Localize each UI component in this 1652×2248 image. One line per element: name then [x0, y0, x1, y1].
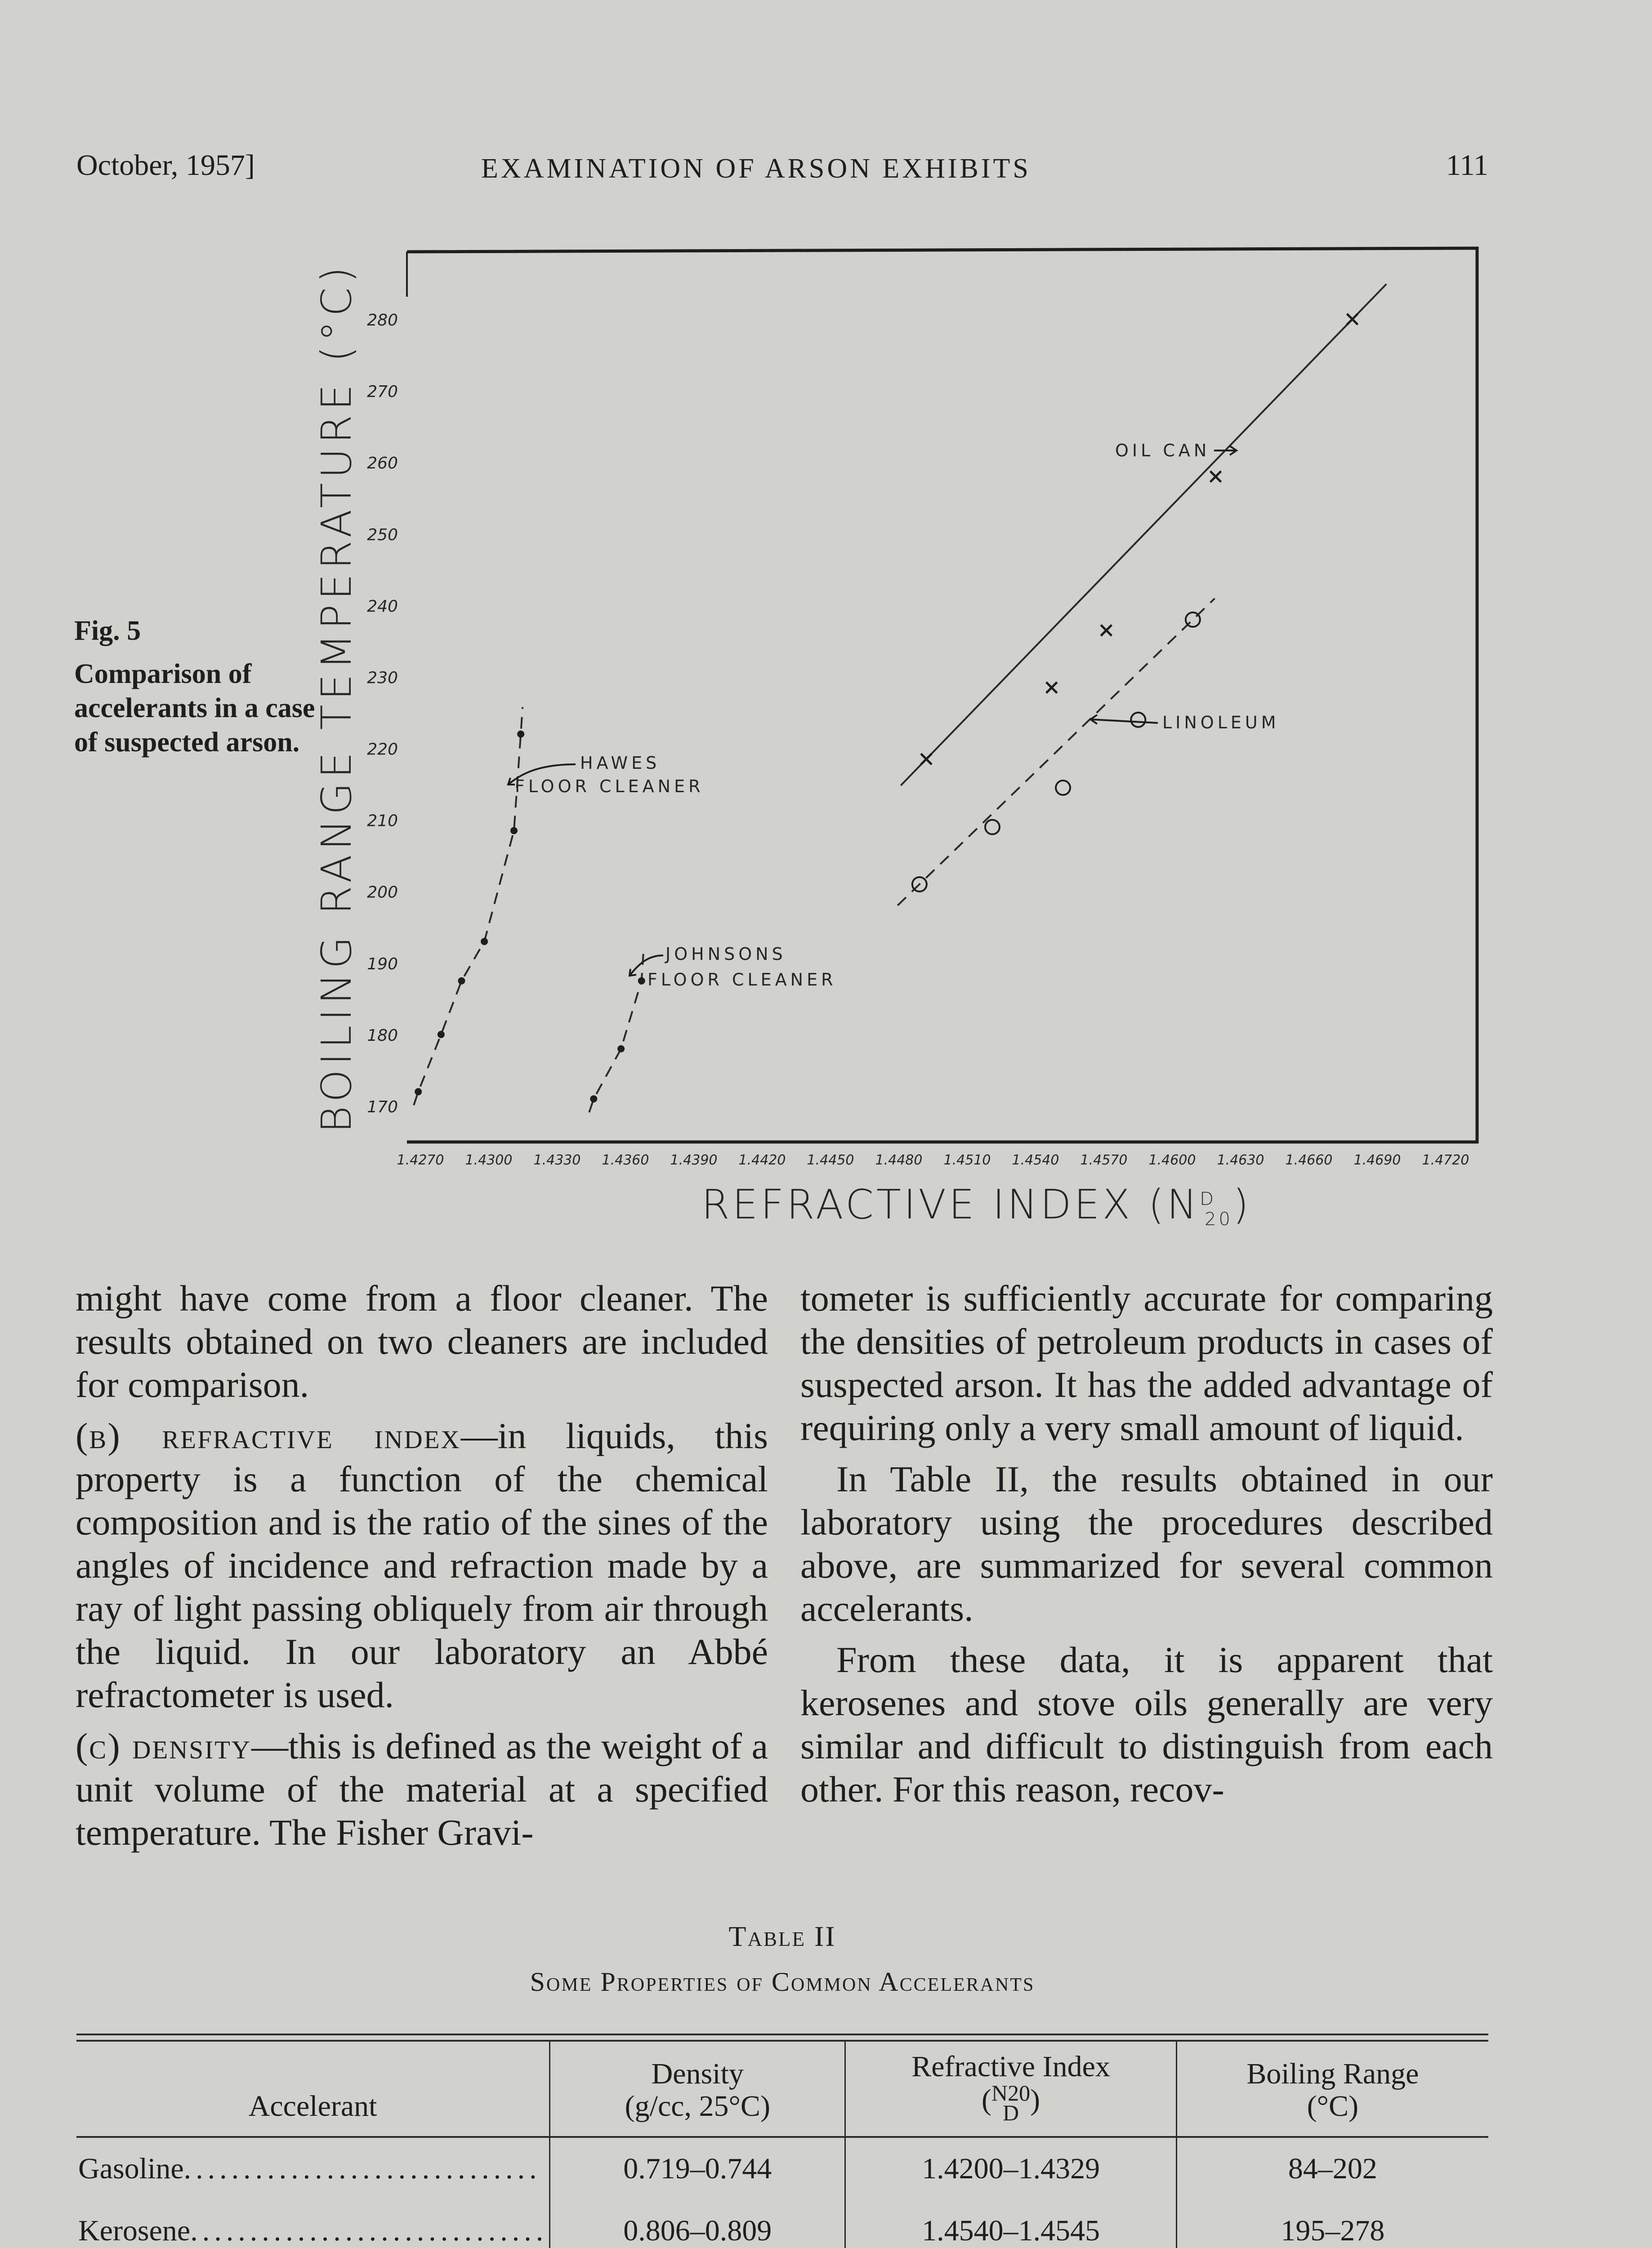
header-label: Accelerant: [248, 2090, 377, 2123]
y-axis-label: BOILING RANGE TEMPERATURE (°C): [313, 262, 361, 1133]
properties-table: [76, 2042, 1488, 2248]
x-tick-label: 1.4720: [1422, 1152, 1469, 1168]
annotation-hawes: HAWES: [580, 753, 661, 773]
cell-boiling-range: [1176, 2137, 1488, 2200]
x-axis-label-part: 20: [1205, 1209, 1233, 1230]
table-row: [76, 2200, 1488, 2248]
cell-density: [550, 2200, 845, 2248]
run-in-heading: (c) density: [76, 1726, 252, 1766]
x-axis-label: [701, 1181, 1251, 1230]
series-oil-can-point: [921, 754, 932, 764]
series-johnsons-floor-cleaner-point: [617, 1045, 625, 1053]
series-johnsons-floor-cleaner-point: [638, 977, 645, 985]
series-johnsons-floor-cleaner-point: [590, 1095, 597, 1102]
x-tick-label: 1.4600: [1148, 1152, 1196, 1168]
x-tick-label: 1.4510: [943, 1152, 991, 1168]
series-hawes-floor-cleaner-point: [438, 1031, 445, 1038]
cell-value: 0.719–0.744: [623, 2152, 772, 2185]
running-title: EXAMINATION OF ARSON EXHIBITS: [481, 153, 1031, 184]
header-unit: (g/cc, 25°C): [625, 2090, 770, 2123]
annotation-johnsons: JOHNSONS: [665, 944, 786, 964]
cell-refractive-index: [845, 2137, 1176, 2200]
series-linoleum-line: [897, 598, 1214, 905]
annotation-hawes-line2: FLOOR CLEANER: [515, 776, 704, 796]
table-top-rule: [76, 2034, 1488, 2042]
dot-leader: ..............................: [183, 2152, 541, 2185]
col-header-density: [550, 2042, 845, 2137]
x-tick-label: 1.4540: [1012, 1152, 1059, 1168]
text-column-right: [800, 1277, 1493, 1819]
y-tick-label: 260: [367, 454, 398, 473]
paragraph-text: —in liquids, this property is a function of the chemical composition and is the ratio of the sines of the angles of incidence and refraction made by a ray of light passing obliquely from air through the liquid. In our laboratory an Abbé refractometer is used.: [76, 1415, 768, 1715]
y-tick-label: 220: [367, 740, 398, 759]
x-tick-label: 1.4450: [807, 1152, 854, 1168]
issue-date: October, 1957]: [76, 149, 255, 182]
table-ii: [76, 1920, 1488, 2248]
x-tick-label: 1.4690: [1353, 1152, 1401, 1168]
header-unit: (°C): [1307, 2090, 1359, 2123]
figure-5: [288, 243, 1511, 1232]
arrow-linoleum: [1090, 715, 1158, 724]
y-tick-label: 240: [367, 597, 398, 616]
cell-value: Kerosene: [78, 2214, 191, 2247]
y-tick-label: 230: [367, 669, 398, 687]
text-column-left: [76, 1277, 768, 1862]
series-oil-can-line: [901, 284, 1386, 785]
cell-refractive-index: [845, 2200, 1176, 2248]
paragraph: might have come from a floor cleaner. The results obtained on two cleaners are included for comparison.: [76, 1278, 768, 1405]
cell-value: 0.806–0.809: [623, 2214, 772, 2247]
paragraph: tometer is sufficiently accurate for comparing the densities of petroleum products in cases of suspected arson. It has the added advantage of requiring only a very small amount of liquid.: [800, 1278, 1493, 1448]
header-label: Density: [651, 2057, 744, 2090]
x-tick-label: 1.4570: [1080, 1152, 1128, 1168]
y-tick-label: 250: [367, 526, 398, 544]
x-tick-label: 1.4420: [738, 1152, 786, 1168]
table-header-row: [76, 2042, 1488, 2137]
annotation-johnsons-line2: FLOOR CLEANER: [647, 970, 837, 990]
cell-boiling-range: [1176, 2200, 1488, 2248]
cell-value: Gasoline: [78, 2152, 184, 2185]
series-oil-can-point: [1046, 682, 1057, 693]
series-oil-can-point: [1347, 314, 1358, 325]
x-tick-label: 1.4390: [670, 1152, 718, 1168]
series-linoleum-point: [1186, 612, 1200, 627]
running-head: [76, 148, 1488, 198]
series-hawes-floor-cleaner-point: [415, 1088, 422, 1095]
series-linoleum-point: [1056, 781, 1070, 795]
series-hawes-floor-cleaner-line: [414, 707, 522, 1105]
series-linoleum-point: [985, 820, 1000, 834]
x-axis-label-part: REFRACTIVE INDEX (N: [701, 1181, 1200, 1228]
x-tick-label: 1.4660: [1285, 1152, 1333, 1168]
x-tick-label: 1.4480: [875, 1152, 923, 1168]
cell-value: 195–278: [1281, 2214, 1385, 2247]
table-body: [76, 2137, 1488, 2248]
paragraph-text: —this is defined as the weight of a unit volume of the material at a specified temperature. The Fisher Gravi-: [76, 1726, 768, 1853]
run-in-heading: (b) refractive index: [76, 1415, 461, 1456]
figure-number: Fig. 5: [74, 616, 141, 646]
y-tick-label: 280: [367, 311, 398, 330]
paragraph-refractive-index: [76, 1414, 768, 1717]
y-tick-label: 200: [367, 883, 398, 902]
table-subtitle: Some Properties of Common Accelerants: [530, 1967, 1035, 1997]
page-number: 111: [1446, 149, 1488, 182]
cell-value: 1.4200–1.4329: [922, 2152, 1100, 2185]
col-header-refractive-index: Refractive Index (N20 D ): [845, 2042, 1176, 2137]
table-title: Table II: [728, 1920, 836, 1952]
paragraph-density: [76, 1725, 768, 1854]
series-hawes-floor-cleaner-point: [458, 977, 465, 985]
series-hawes-floor-cleaner-point: [517, 731, 524, 738]
col-header-boiling-range: [1176, 2042, 1488, 2137]
x-tick-label: 1.4330: [533, 1152, 581, 1168]
cell-accelerant: [76, 2137, 550, 2200]
cell-value: 84–202: [1288, 2152, 1377, 2185]
y-tick-label: 180: [367, 1026, 398, 1045]
x-axis-label-part: D: [1200, 1189, 1216, 1209]
series-linoleum-point: [1131, 713, 1145, 727]
col-header-accelerant: [76, 2042, 550, 2137]
header-superscript: N20: [991, 2080, 1031, 2105]
x-tick-label: 1.4270: [397, 1152, 444, 1168]
series-oil-can-point: [1101, 625, 1112, 636]
paragraph: In Table II, the results obtained in our laboratory using the procedures described above, are summarized for several common accelerants.: [800, 1459, 1493, 1629]
annotation-linoleum: LINOLEUM: [1162, 713, 1280, 732]
y-tick-label: 270: [367, 383, 398, 401]
y-tick-label: 170: [367, 1098, 398, 1116]
x-tick-label: 1.4630: [1217, 1152, 1264, 1168]
arrow-oil-can: [1214, 446, 1237, 455]
x-tick-label: 1.4300: [465, 1152, 513, 1168]
table-row: [76, 2137, 1488, 2200]
series-oil-can-point: [1210, 471, 1221, 482]
x-axis-label-part: ): [1232, 1181, 1252, 1228]
series-hawes-floor-cleaner-point: [481, 938, 488, 945]
figure-caption-text: Comparison of accelerants in a case of suspected arson.: [74, 659, 315, 758]
y-tick-label: 190: [367, 955, 398, 973]
paragraph: From these data, it is apparent that kerosenes and stove oils generally are very similar and difficult to distinguish from each other. For this reason, recov-: [800, 1639, 1493, 1810]
series-hawes-floor-cleaner-point: [510, 827, 518, 834]
header-subscript: D: [1003, 2100, 1019, 2125]
series-johnsons-floor-cleaner-line: [589, 954, 643, 1113]
header-label: Refractive Index: [911, 2050, 1110, 2083]
header-label: Boiling Range: [1246, 2057, 1419, 2090]
cell-accelerant: [76, 2200, 550, 2248]
plot-frame: [407, 248, 1477, 1142]
annotation-oil-can: OIL CAN: [1115, 441, 1210, 460]
dot-leader: ..............................: [190, 2214, 548, 2247]
cell-density: [550, 2137, 845, 2200]
x-tick-label: 1.4360: [602, 1152, 649, 1168]
cell-value: 1.4540–1.4545: [922, 2214, 1100, 2247]
chart: [288, 243, 1511, 1232]
y-tick-label: 210: [367, 812, 398, 830]
